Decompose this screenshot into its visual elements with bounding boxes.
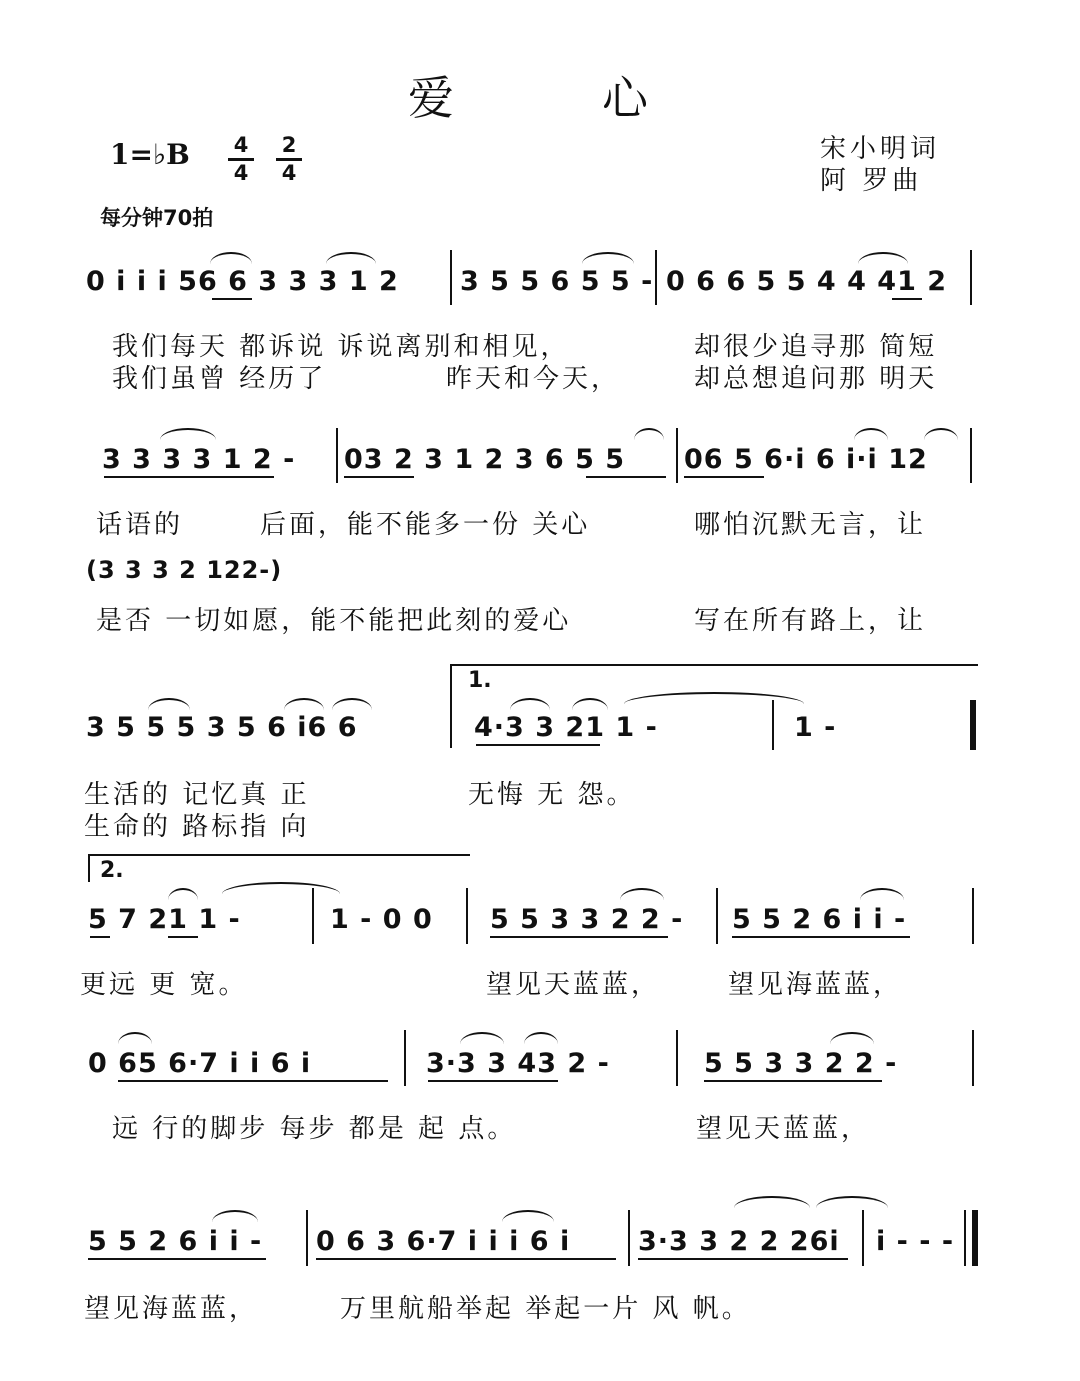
notes-s6-m3: 3·3 3 2 2 26i [638,1226,840,1257]
lyric-s2-v1c: 哪怕沉默无言，让 [694,510,927,540]
key-signature: 1=♭B [110,138,190,171]
lyric-s2-v1a: 话语的 [96,510,184,540]
lyric-s3-v1a: 生活的 记忆真 正 [84,780,310,810]
lyric-s1-v2c: 却总想追问那 明天 [694,364,938,394]
time-signature-2-4 [276,134,302,185]
lyric-s5-b: 望见天蓝蓝， [696,1114,871,1144]
notes-s2-m3: 06 5 6·i 6 i·i 12 [684,444,928,475]
meter-2-bottom: 4 [281,161,297,185]
meter-1-top: 4 [233,133,249,157]
notes-s1-m1: 0 i i i 56 6 3 3 3 1 2 [86,266,399,297]
notes-s3-m3: 1 - [794,712,837,743]
notes-s1-m3: 0 6 6 5 5 4 4 41 2 [666,266,948,297]
notes-s3-m1: 3 5 5 5 3 5 6 i6 6 [86,712,358,743]
lyric-s4-c: 望见海蓝蓝， [728,970,903,1000]
notes-s5-m1: 0 65 6·7 i i 6 i [88,1048,312,1079]
meter-1-bottom: 4 [233,161,249,185]
meter-2-top: 2 [281,133,297,157]
notes-s2-m2: 03 2 3 1 2 3 6 5 5 [344,444,626,475]
title-char-2: 心 [602,71,648,125]
lyric-s2-v1b: 后面，能不能多一份 关心 [260,510,591,540]
notes-s4-m1: 5 7 21 1 - [88,904,241,935]
notes-s5-m2: 3·3 3 43 2 - [426,1048,610,1079]
lyric-s2-v2a: 是否 一切如愿，能不能把此刻的爱心 [96,606,572,636]
lyricist-credit: 宋小明词 [820,134,941,164]
composer-credit: 阿 罗曲 [820,166,923,196]
lyric-s4-a: 更远 更 宽。 [80,970,248,1000]
notes-s1-m2: 3 5 5 6 5 5 - [460,266,654,297]
notes-s6-m1: 5 5 2 6 i i - [88,1226,263,1257]
notes-s4-m3: 5 5 3 3 2 2 - [490,904,684,935]
tempo-marking: 每分钟70拍 [100,206,214,230]
title-char-1: 爱 [408,71,454,125]
lyric-s6-a: 望见海蓝蓝， [84,1294,259,1324]
lyric-s2-v2b: 写在所有路上，让 [694,606,927,636]
notes-s6-m4: i - - - [876,1226,955,1257]
alternate-notes: (3 3 3 2 122-) [86,556,283,584]
lyric-s1-v2b: 昨天和今天， [446,364,621,394]
lyric-s4-b: 望见天蓝蓝， [486,970,661,1000]
time-signature-4-4 [228,134,254,185]
lyric-s3-v1b: 无悔 无 怨。 [468,780,636,810]
notes-s5-m3: 5 5 3 3 2 2 - [704,1048,898,1079]
lyric-s1-v1b: 却很少追寻那 简短 [694,332,938,362]
lyric-s5-a: 远 行的脚步 每步 都是 起 点。 [112,1114,517,1144]
notes-s2-m1: 3 3 3 3 1 2 - [102,444,296,475]
notes-s4-m2: 1 - 0 0 [330,904,433,935]
lyric-s3-v2a: 生命的 路标指 向 [84,812,310,842]
notes-s4-m4: 5 5 2 6 i i - [732,904,907,935]
lyric-s1-v2a: 我们虽曾 经历了 [112,364,327,394]
lyric-s6-b: 万里航船举起 举起一片 风 帆。 [340,1294,751,1324]
lyric-s1-v1a: 我们每天 都诉说 诉说离别和相见， [112,332,570,362]
notes-s3-m2: 4·3 3 21 1 - [474,712,658,743]
volta-1: 1. [468,668,492,693]
volta-2: 2. [100,858,124,883]
notes-s6-m2: 0 6 3 6·7 i i i 6 i [316,1226,571,1257]
